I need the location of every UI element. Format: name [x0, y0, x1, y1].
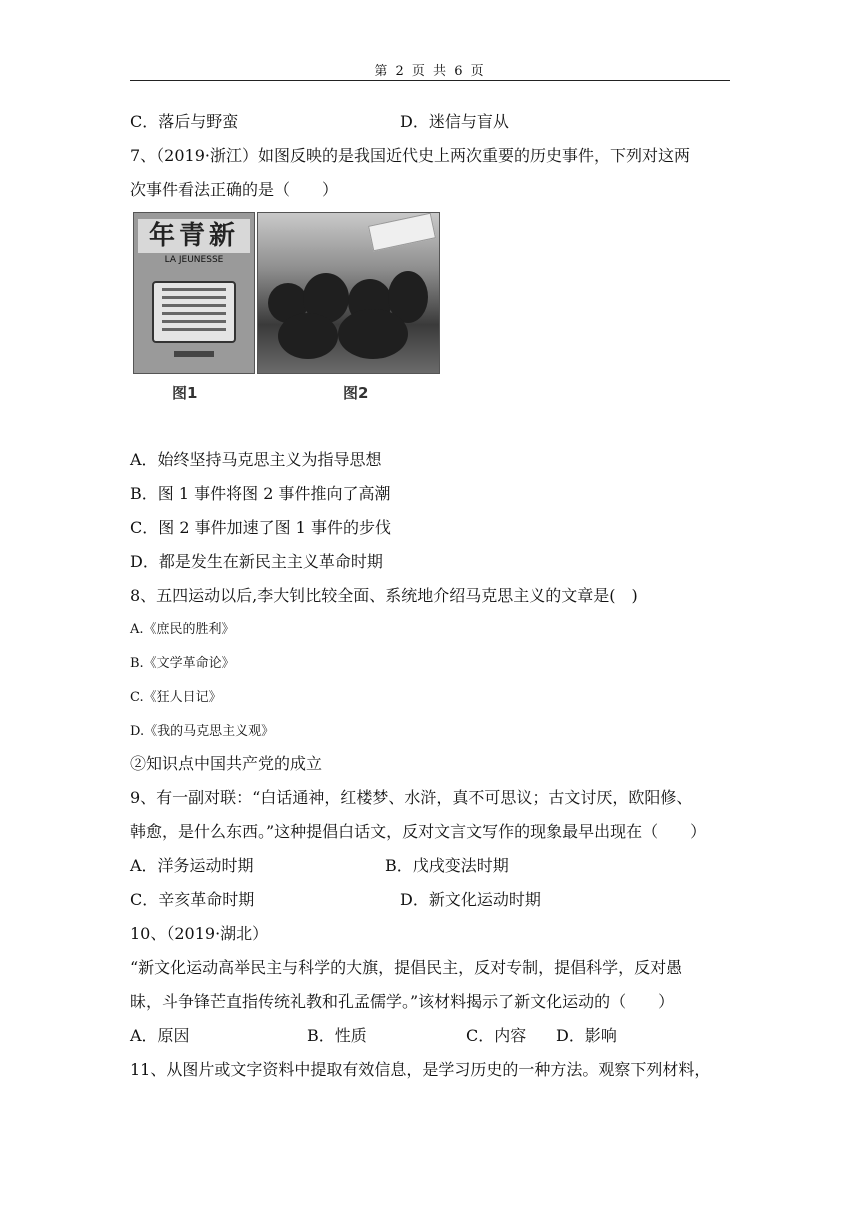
magazine-contents-panel: [152, 281, 236, 343]
page-header: 第 2 页 共 6 页: [374, 64, 486, 79]
q9-stem-line1: 9、有一副对联：“白话通神，红楼梦、水浒，真不可思议；古文讨厌，欧阳修、: [130, 788, 693, 807]
q6-option-d: D．迷信与盲从: [400, 112, 509, 131]
q9-option-d: D．新文化运动时期: [400, 890, 541, 909]
q9-option-a: A．洋务运动时期: [130, 856, 254, 875]
figure-1-magazine-cover: [133, 212, 255, 374]
figure-2-protest-crowd: [257, 212, 440, 374]
magazine-footer-mark: [174, 351, 214, 357]
q10-option-b: B．性质: [307, 1026, 367, 1045]
magazine-masthead: 年青新: [138, 219, 250, 253]
q8-option-d: D.《我的马克思主义观》: [130, 724, 275, 739]
q7-option-c: C．图 2 事件加速了图 1 事件的步伐: [130, 518, 391, 537]
q10-option-c: C．内容: [466, 1026, 527, 1045]
q6-option-c: C．落后与野蛮: [130, 112, 239, 131]
q7-option-d: D．都是发生在新民主主义革命时期: [130, 552, 383, 571]
q10-stem-line1: 10、（2019·湖北）: [130, 924, 269, 943]
q8-stem: 8、五四运动以后,李大钊比较全面、系统地介绍马克思主义的文章是( ): [130, 586, 638, 605]
q7-stem-line1: 7、（2019·浙江）如图反映的是我国近代史上两次重要的历史事件，下列对这两: [130, 146, 690, 165]
protest-banner: [368, 213, 436, 252]
q10-option-d: D．影响: [556, 1026, 617, 1045]
section-heading: ②知识点中国共产党的成立: [130, 754, 323, 773]
q11-stem-line1: 11、从图片或文字资料中提取有效信息，是学习历史的一种方法。观察下列材料，: [130, 1060, 711, 1079]
figure-2-caption: 图2: [343, 384, 369, 402]
q8-option-a: A.《庶民的胜利》: [130, 622, 235, 637]
q9-option-c: C．辛亥革命时期: [130, 890, 255, 909]
q7-option-b: B．图 1 事件将图 2 事件推向了高潮: [130, 484, 391, 503]
q10-option-a: A．原因: [130, 1026, 190, 1045]
q9-option-b: B．戊戌变法时期: [385, 856, 509, 875]
q7-option-a: A．始终坚持马克思主义为指导思想: [130, 450, 382, 469]
q10-stem-line3: 昧，斗争锋芒直指传统礼教和孔孟儒学。”该材料揭示了新文化运动的（ ）: [130, 992, 675, 1011]
q9-stem-line2: 韩愈，是什么东西。”这种提倡白话文，反对文言文写作的现象最早出现在（ ）: [130, 822, 707, 841]
q7-stem-line2: 次事件看法正确的是（ ）: [130, 180, 339, 199]
q7-figure: [133, 212, 438, 374]
q8-option-b: B.《文学革命论》: [130, 656, 235, 671]
magazine-subtitle: LA JEUNESSE: [164, 255, 224, 265]
q8-option-c: C.《狂人日记》: [130, 690, 222, 705]
header-rule: [130, 80, 730, 81]
q10-stem-line2: “新文化运动高举民主与科学的大旗，提倡民主，反对专制，提倡科学，反对愚: [130, 958, 683, 977]
figure-1-caption: 图1: [172, 384, 198, 402]
